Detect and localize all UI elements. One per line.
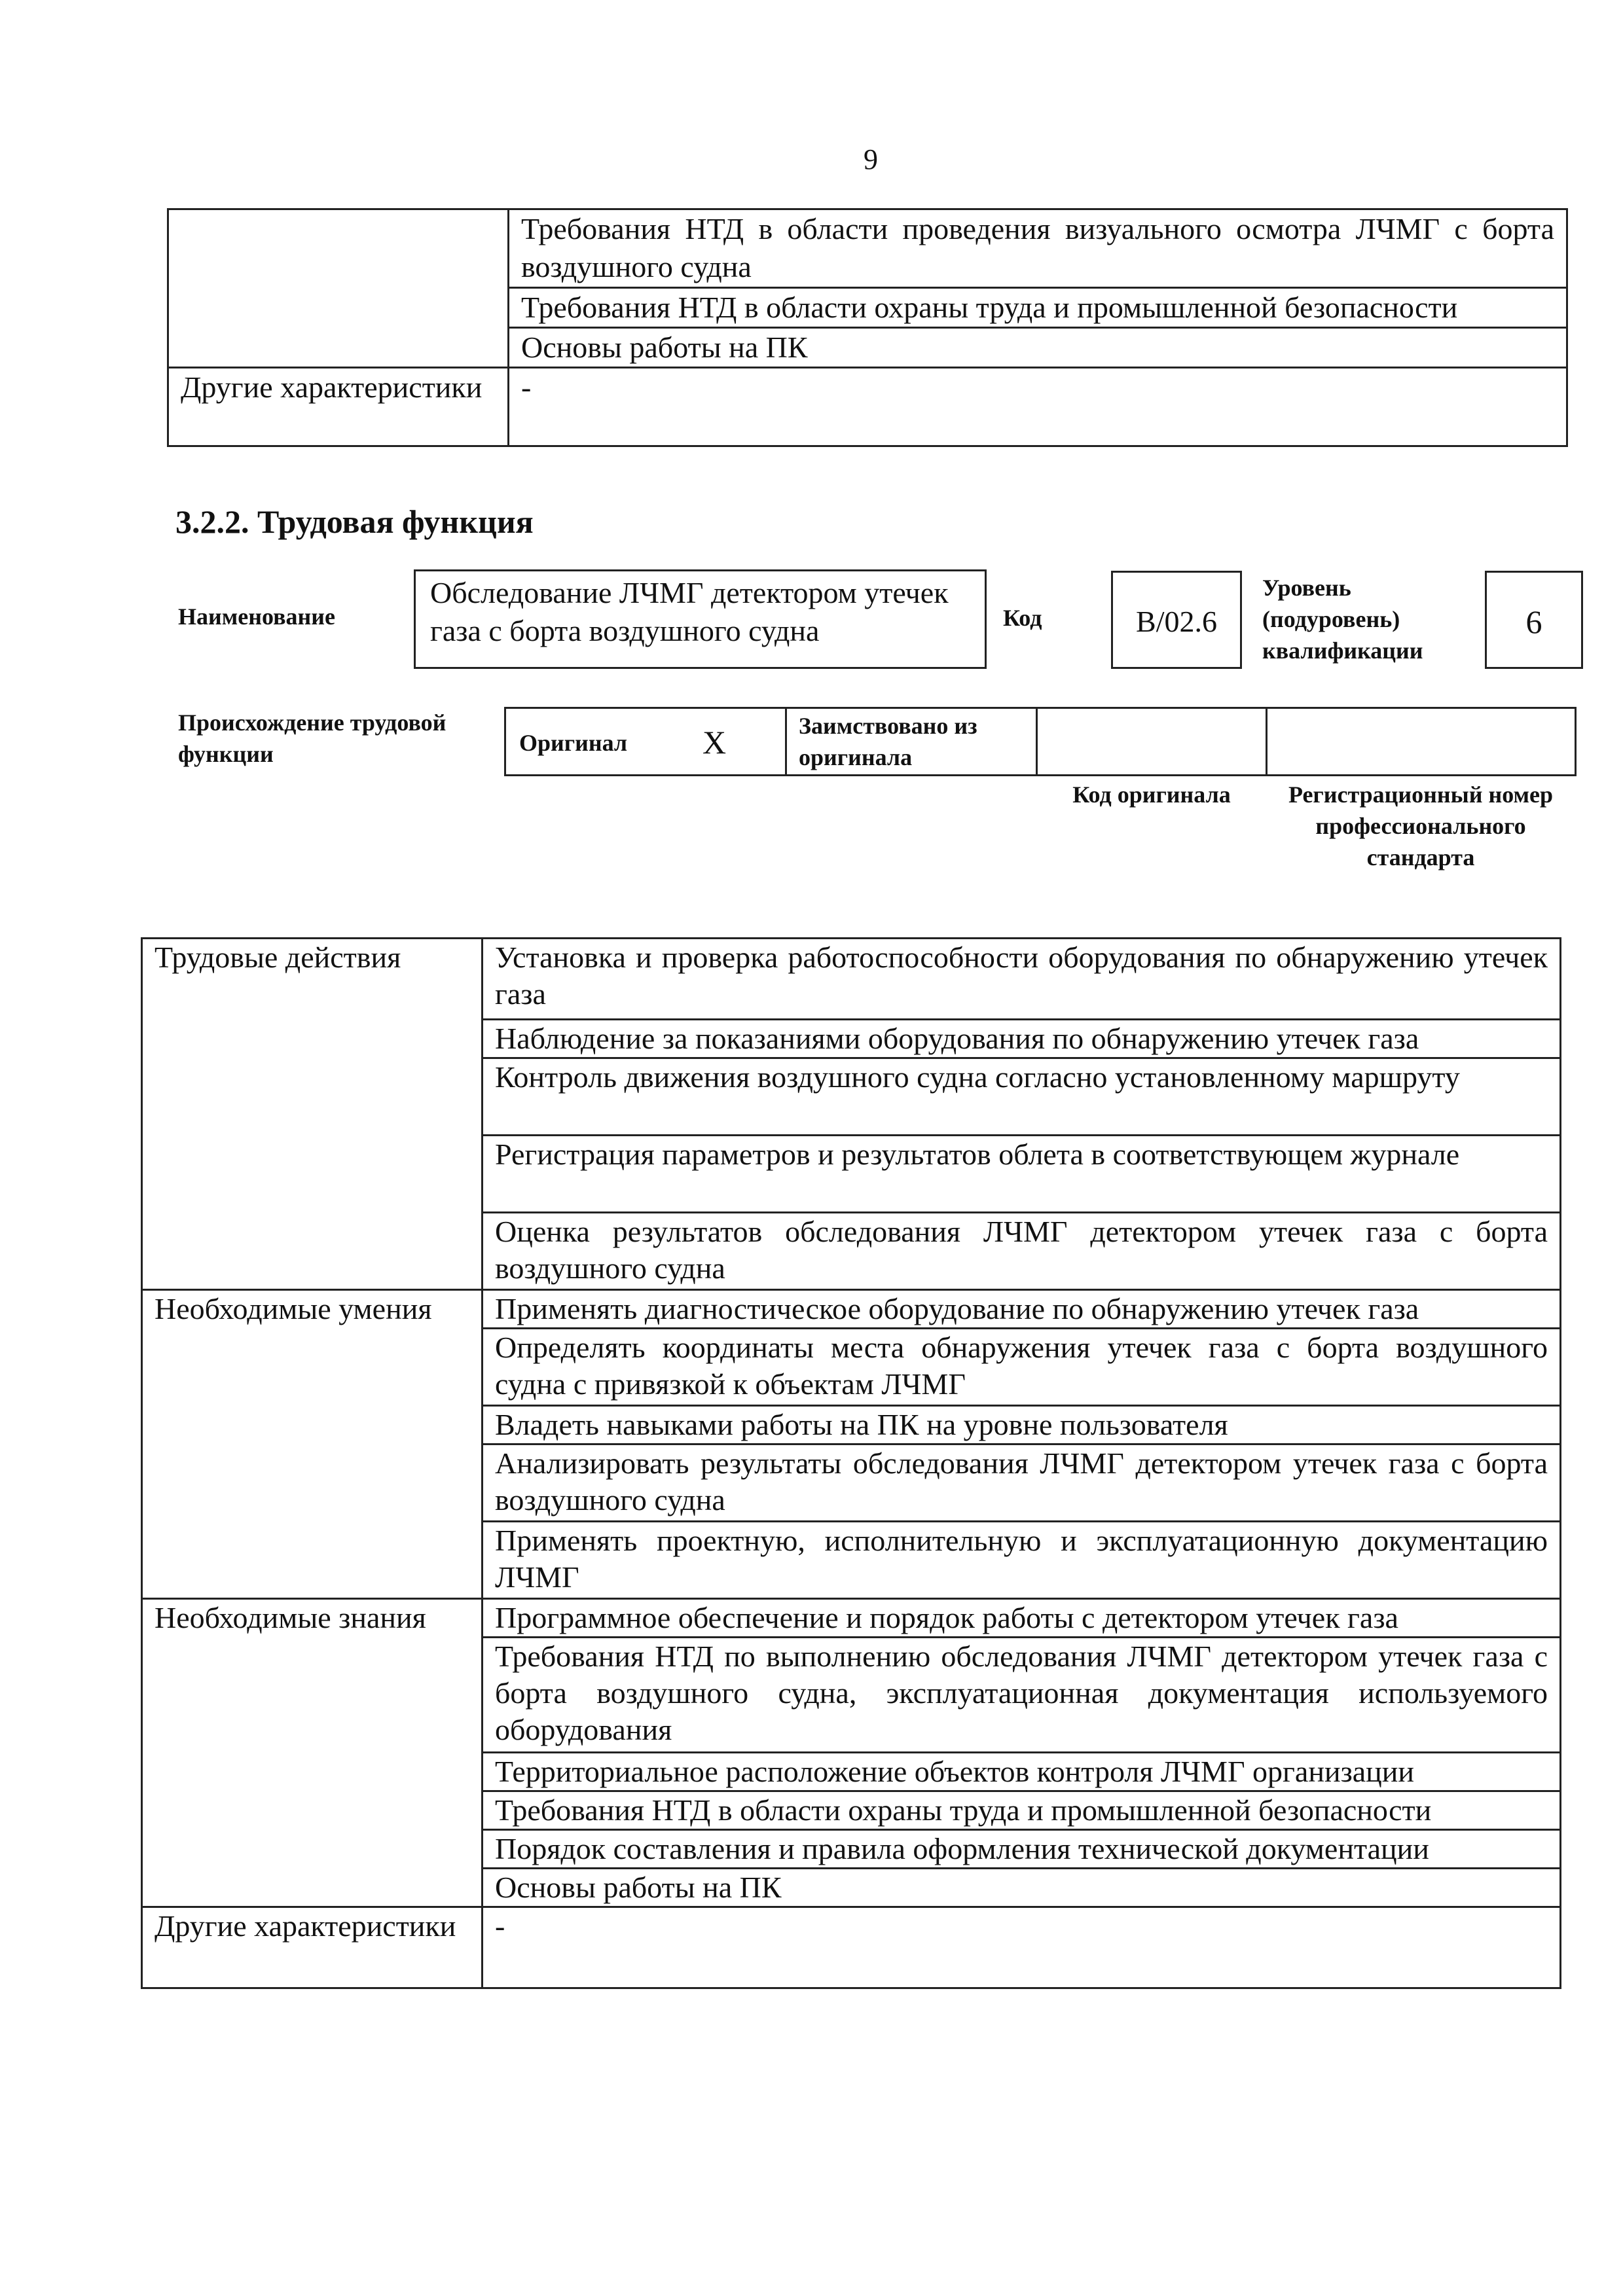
- origin-label: Происхождение трудовой функции: [178, 709, 447, 767]
- table-cell: -: [509, 368, 1567, 446]
- group-header-skills: Необходимые умения: [142, 1290, 483, 1599]
- original-label: Оригинал: [519, 730, 628, 756]
- table-cell: Оценка результатов обследования ЛЧМГ детектором утечек газа с борта воздушного судна: [483, 1213, 1561, 1290]
- table-cell: -: [483, 1907, 1561, 1988]
- code-original-label: Код оригинала: [1072, 781, 1231, 808]
- reg-number-box: [1266, 707, 1577, 776]
- table-cell: Анализировать результаты обследования ЛЧМГ детектором утечек газа с борта воздушного судна: [483, 1444, 1561, 1522]
- table-cell: Программное обеспечение и порядок работы с детектором утечек газа: [483, 1599, 1561, 1638]
- original-mark: X: [702, 724, 727, 761]
- table-cell: Применять проектную, исполнительную и эксплуатационную документацию ЛЧМГ: [483, 1522, 1561, 1599]
- original-box: [504, 707, 787, 776]
- table-cell: Порядок составления и правила оформления технической документации: [483, 1830, 1561, 1869]
- group-header-knowledge: Необходимые знания: [142, 1599, 483, 1907]
- reg-number-label: Регистрационный номер профессионального стандарта: [1288, 781, 1554, 870]
- table-cell: Определять координаты места обнаружения утечек газа с борта воздушного судна с привязкой к объектам ЛЧМГ: [483, 1329, 1561, 1406]
- table-cell: Территориальное расположение объектов контроля ЛЧМГ организации: [483, 1753, 1561, 1791]
- table-cell: Требования НТД по выполнению обследования ЛЧМГ детектором утечек газа с борта воздушного судна, эксплуатационная документация используемого оборудования: [483, 1638, 1561, 1753]
- code-label: Код: [1003, 605, 1042, 631]
- section-title: 3.2.2. Трудовая функция: [175, 503, 534, 540]
- level-label: Уровень (подуровень) квалификации: [1262, 575, 1423, 664]
- table-cell: Наблюдение за показаниями оборудования по обнаружению утечек газа: [483, 1020, 1561, 1058]
- name-label: Наименование: [178, 603, 335, 630]
- code-original-box: [1036, 707, 1267, 776]
- knowledge-continuation-table: [167, 208, 1568, 447]
- table-cell: Применять диагностическое оборудование по обнаружению утечек газа: [483, 1290, 1561, 1329]
- table-cell: Требования НТД в области проведения визуального осмотра ЛЧМГ с борта воздушного судна: [509, 209, 1567, 288]
- function-name-value: Обследование ЛЧМГ детектором утечек газа с борта воздушного судна: [414, 569, 987, 669]
- table-row-header: Другие характеристики: [168, 368, 509, 446]
- table-row-header: [168, 209, 509, 368]
- table-cell: Установка и проверка работоспособности оборудования по обнаружению утечек газа: [483, 939, 1561, 1020]
- group-header-actions: Трудовые действия: [142, 939, 483, 1290]
- table-cell: Владеть навыками работы на ПК на уровне пользователя: [483, 1406, 1561, 1444]
- level-value: 6: [1485, 571, 1583, 669]
- table-cell: Основы работы на ПК: [483, 1869, 1561, 1907]
- page-number: 9: [864, 143, 878, 175]
- function-code-value: B/02.6: [1111, 571, 1242, 669]
- table-cell: Требования НТД в области охраны труда и промышленной безопасности: [509, 288, 1567, 328]
- table-cell: Требования НТД в области охраны труда и промышленной безопасности: [483, 1791, 1561, 1830]
- function-details-table: [141, 937, 1561, 1989]
- table-cell: Основы работы на ПК: [509, 328, 1567, 368]
- borrowed-label: Заимствовано из оригинала: [799, 713, 977, 770]
- group-header-other: Другие характеристики: [142, 1907, 483, 1988]
- table-cell: Регистрация параметров и результатов облета в соответствующем журнале: [483, 1136, 1561, 1213]
- table-cell: Контроль движения воздушного судна согласно установленному маршруту: [483, 1058, 1561, 1136]
